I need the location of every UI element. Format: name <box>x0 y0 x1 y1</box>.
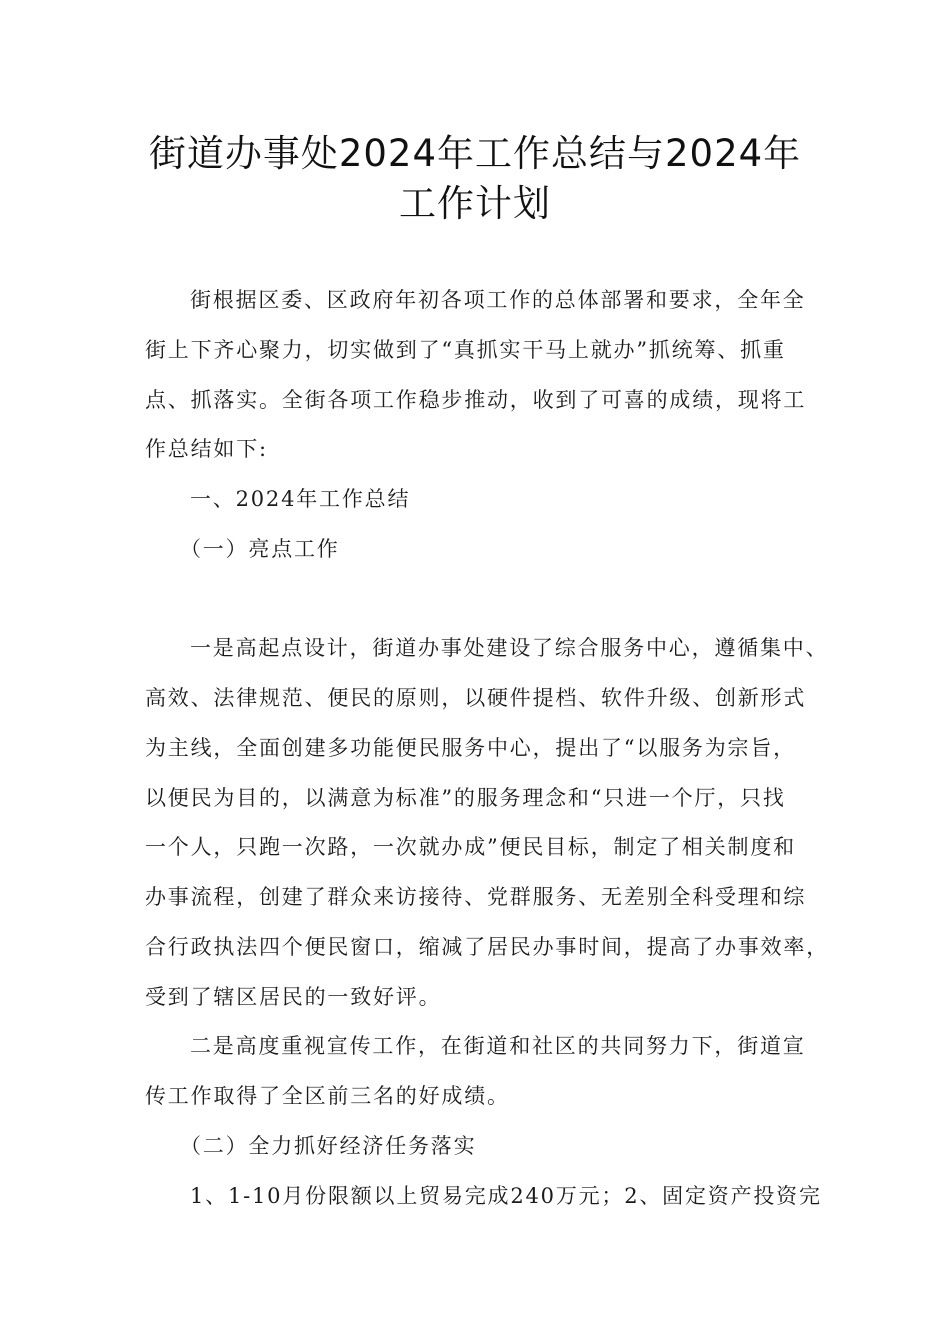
document-title-line-1: 街道办事处2024年工作总结与2024年 <box>148 132 802 175</box>
subsection-heading: （二）全力抓好经济任务落实 <box>180 1134 477 1158</box>
section-heading: 一、2024年工作总结 <box>190 487 411 511</box>
point-two-line: 传工作取得了全区前三名的好成绩。 <box>145 1084 510 1108</box>
point-one-line: 以便民为目的，以满意为标准”的服务理念和“只进一个厅，只找 <box>145 786 786 810</box>
point-one-line: 为主线，全面创建多功能便民服务中心，提出了“以服务为宗旨， <box>145 736 796 760</box>
point-one-line: 高效、法律规范、便民的原则，以硬件提档、软件升级、创新形式 <box>145 686 807 710</box>
subsection-heading: （一）亮点工作 <box>180 537 340 561</box>
point-one-line: 办事流程，创建了群众来访接待、党群服务、无差别全科受理和综 <box>145 885 807 909</box>
intro-paragraph-line: 街上下齐心聚力，切实做到了“真抓实干马上就办”抓统筹、抓重 <box>145 338 786 362</box>
point-two-line: 二是高度重视宣传工作，在街道和社区的共同努力下，街道宣 <box>190 1034 806 1058</box>
point-one-line: 受到了辖区居民的一致好评。 <box>145 985 442 1009</box>
intro-paragraph-line: 点、抓落实。全街各项工作稳步推动，收到了可喜的成绩，现将工 <box>145 388 807 412</box>
point-one-line: 一个人，只跑一次路，一次就办成”便民目标，制定了相关制度和 <box>145 835 796 859</box>
point-one-line: 一是高起点设计，街道办事处建设了综合服务中心，遵循集中、 <box>190 636 829 660</box>
economy-line: 1、1-10月份限额以上贸易完成240万元；2、固定资产投资完 <box>190 1184 822 1208</box>
intro-paragraph-line: 街根据区委、区政府年初各项工作的总体部署和要求，全年全 <box>190 288 806 312</box>
point-one-line: 合行政执法四个便民窗口，缩减了居民办事时间，提高了办事效率， <box>145 935 829 959</box>
document-title-line-2: 工作计划 <box>399 182 551 225</box>
intro-paragraph-line: 作总结如下: <box>145 437 268 461</box>
